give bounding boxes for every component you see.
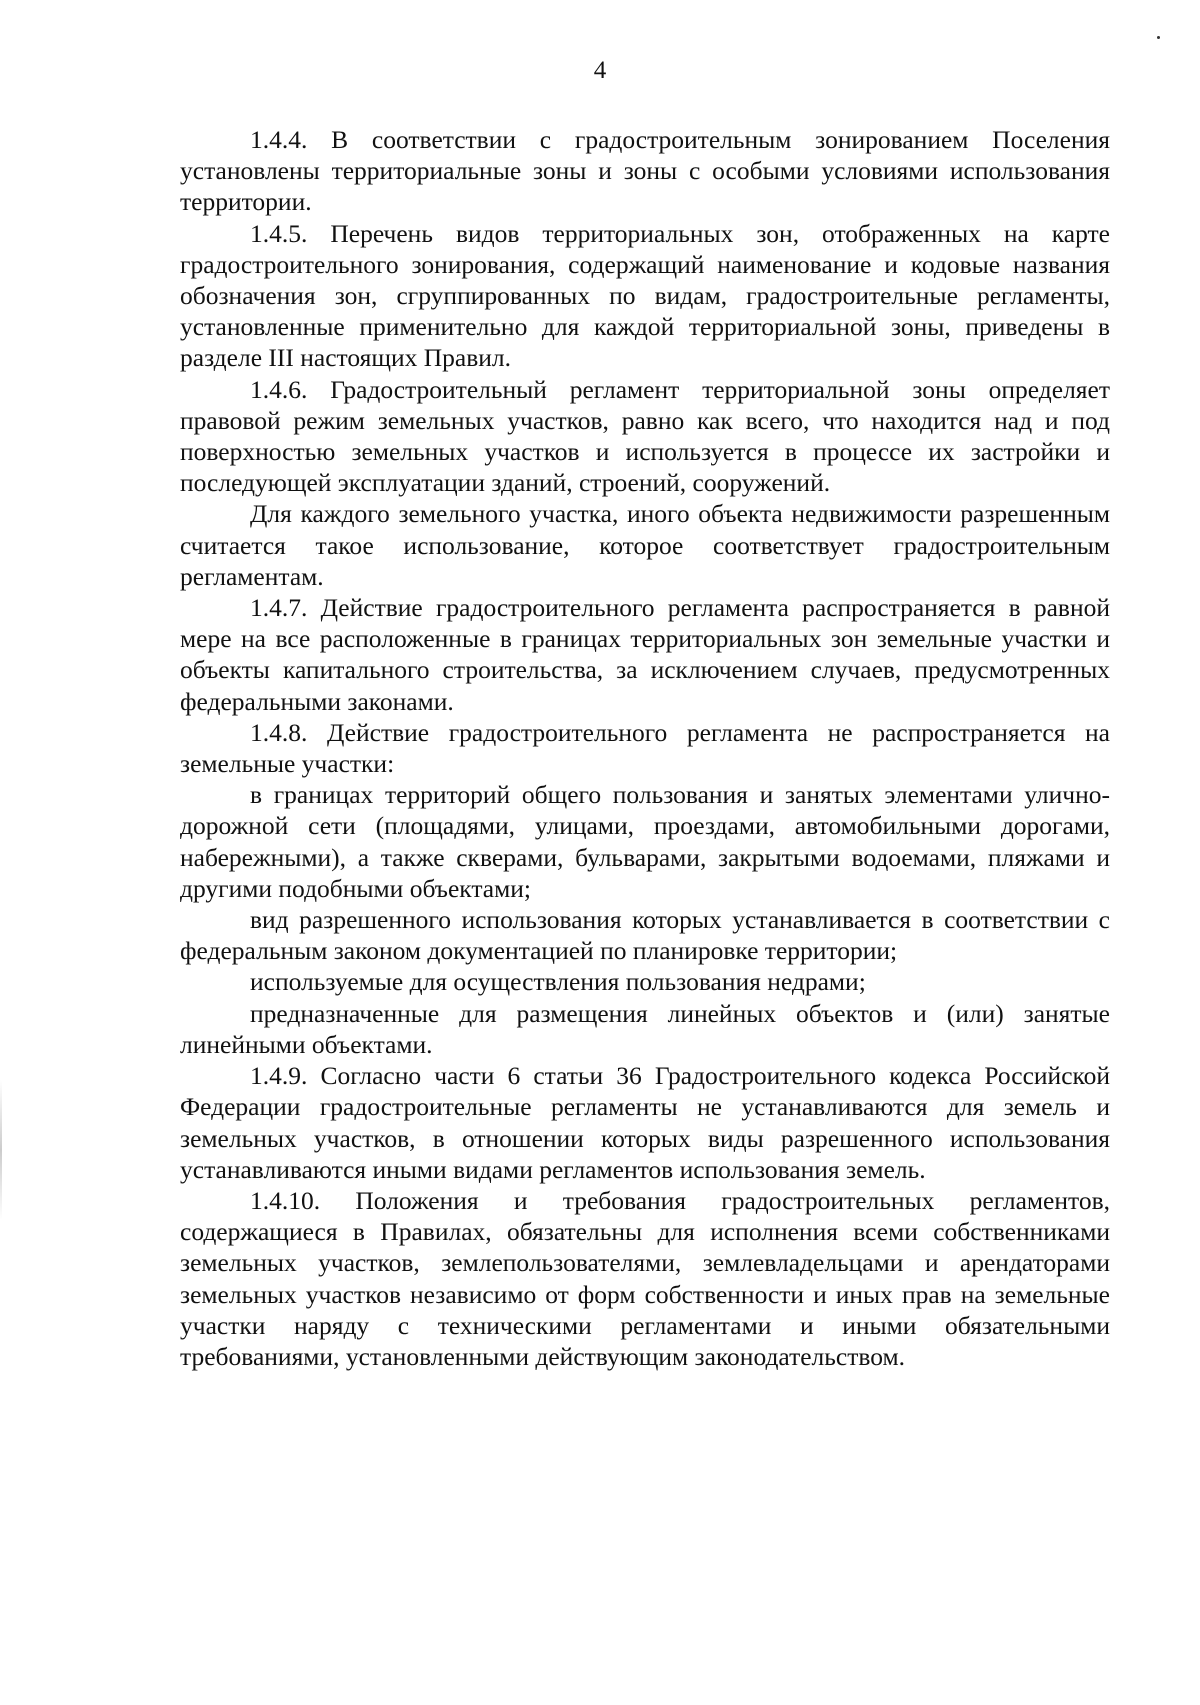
paragraph-1-4-9: 1.4.9. Согласно части 6 статьи 36 Градостроительного кодекса Российской Федерации градостроительные регламенты не устанавливаются для земель и земельных участков, в отношении которых виды разрешенного использования устанавливаются иными видами регламентов использования земель. bbox=[180, 1061, 1110, 1184]
paragraph-1-4-4: 1.4.4. В соответствии с градостроительным зонированием Поселения установлены территориальные зоны и зоны с особыми условиями использования территории. bbox=[180, 125, 1110, 217]
paragraph-permitted-use: Для каждого земельного участка, иного объекта недвижимости разрешенным считается такое использование, которое соответствует градостроительным регламентам. bbox=[180, 499, 1110, 591]
paragraph-1-4-6: 1.4.6. Градостроительный регламент территориальной зоны определяет правовой режим земельных участков, равно как всего, что находится над и под поверхностью земельных участков и используется в процессе их застройки и последующей эксплуатации зданий, строений, сооружений. bbox=[180, 374, 1110, 498]
scan-artifact-dot bbox=[1157, 36, 1160, 39]
list-item-public-territories: в границах территорий общего пользования и занятых элементами улично-дорожной сети (площадями, улицами, проездами, автомобильными дорогами, набережными), а также скверами, бульварами, закрытыми водоемами, пляжами и другими подобными объектами; bbox=[180, 780, 1110, 903]
paragraph-1-4-10: 1.4.10. Положения и требования градостроительных регламентов, содержащиеся в Правилах, обязательны для исполнения всеми собственниками земельных участков, землепользователями, землевладельцами и арендаторами земельных участков независимо от форм собственности и иных прав на земельные участки наряду с техническими регламентами и иными обязательными требованиями, установленными действующим законодательством. bbox=[180, 1185, 1110, 1371]
list-item-subsoil-use: используемые для осуществления пользования недрами; bbox=[250, 967, 866, 997]
scan-edge-shadow bbox=[0, 1080, 2, 1220]
list-item-planning-documentation: вид разрешенного использования которых устанавливается в соответствии с федеральным законом документацией по планировке территории; bbox=[180, 905, 1110, 966]
list-item-linear-objects: предназначенные для размещения линейных объектов и (или) занятые линейными объектами. bbox=[180, 998, 1110, 1059]
document-body bbox=[180, 124, 1110, 1372]
paragraph-1-4-5: 1.4.5. Перечень видов территориальных зон, отображенных на карте градостроительного зонирования, содержащий наименование и кодовые названия обозначения зон, сгруппированных по видам, градостроительные регламенты, установленные применительно для каждой территориальной зоны, приведены в разделе III настоящих Правил. bbox=[180, 218, 1110, 373]
paragraph-1-4-8: 1.4.8. Действие градостроительного регламента не распространяется на земельные участки: bbox=[180, 717, 1110, 779]
paragraph-1-4-7: 1.4.7. Действие градостроительного регламента распространяется в равной мере на все расположенные в границах территориальных зон земельные участки и объекты капитального строительства, за исключением случаев, предусмотренных федеральными законами. bbox=[180, 593, 1110, 716]
page-number: 4 bbox=[593, 57, 607, 84]
